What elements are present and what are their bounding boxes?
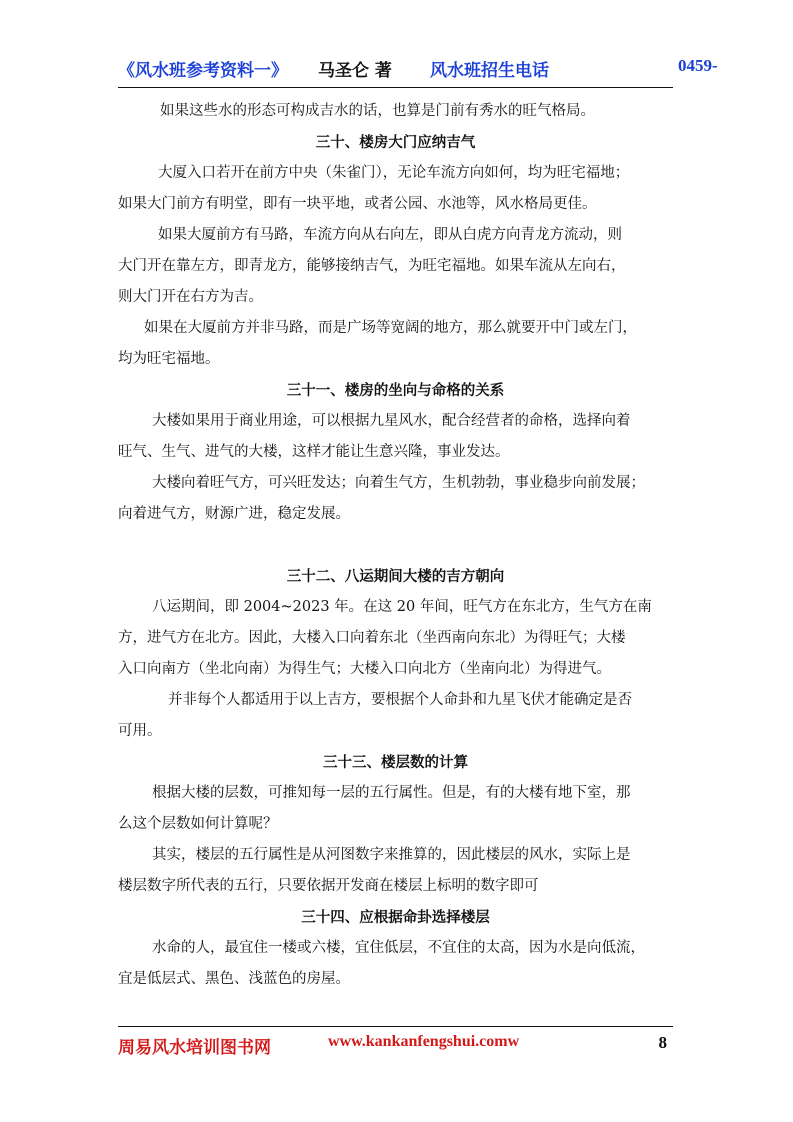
header-divider (118, 87, 673, 88)
paragraph-line: 如果大门前方有明堂，即有一块平地，或者公园、水池等，风水格局更佳。 (118, 196, 597, 212)
page-footer (118, 1033, 673, 1059)
footer-divider (118, 1026, 673, 1027)
footer-site-name: 周易风水培训图书网 (118, 1038, 271, 1058)
header-book-title: 《风水班参考资料一》 (118, 61, 288, 81)
paragraph-line: 入口向南方（坐北向南）为得生气；大楼入口向北方（坐南向北）为得进气。 (118, 661, 611, 677)
paragraph-line: 可用。 (118, 723, 162, 739)
header-author: 马圣仑 著 (318, 61, 392, 81)
footer-url-link[interactable]: www.kankanfengshui.comw (328, 1033, 520, 1050)
header-phone-number: 0459- (678, 56, 718, 75)
paragraph-line: 均为旺宅福地。 (118, 351, 220, 367)
paragraph-line: 并非每个人都适用于以上吉方，要根据个人命卦和九星飞伏才能确定是否 (168, 692, 632, 708)
paragraph-line: 根据大楼的层数，可推知每一层的五行属性。但是，有的大楼有地下室，那 (152, 785, 631, 801)
section-heading: 三十、楼房大门应纳吉气 (315, 134, 476, 151)
paragraph-line: 如果这些水的形态可构成吉水的话，也算是门前有秀水的旺气格局。 (160, 103, 595, 119)
header-phone-label: 风水班招生电话 (430, 61, 549, 81)
paragraph-line: 八运期间，即 2004~2023 年。在这 20 年间，旺气方在东北方，生气方在南 (152, 599, 652, 615)
paragraph-line: 则大门开在右方为吉。 (118, 289, 263, 305)
paragraph-line: 大楼如果用于商业用途，可以根据九星风水，配合经营者的命格，选择向着 (152, 413, 631, 429)
paragraph-line: 方，进气方在北方。因此，大楼入口向着东北（坐西南向东北）为得旺气；大楼 (118, 630, 626, 646)
paragraph-line: 水命的人，最宜住一楼或六楼，宜住低层，不宜住的太高，因为水是向低流， (152, 940, 645, 956)
section-heading: 三十一、楼房的坐向与命格的关系 (286, 382, 505, 399)
paragraph-line: 宜是低层式、黑色、浅蓝色的房屋。 (118, 971, 350, 987)
paragraph-line: 楼层数字所代表的五行，只要依据开发商在楼层上标明的数字即可 (118, 878, 539, 894)
paragraph-line: 么这个层数如何计算呢？ (118, 816, 278, 832)
page-header (118, 56, 723, 86)
section-heading: 三十四、应根据命卦选择楼层 (301, 909, 490, 926)
section-heading: 三十三、楼层数的计算 (323, 754, 468, 771)
paragraph-line: 其实，楼层的五行属性是从河图数字来推算的，因此楼层的风水，实际上是 (152, 847, 631, 863)
paragraph-line: 大门开在靠左方，即青龙方，能够接纳吉气，为旺宅福地。如果车流从左向右， (118, 258, 626, 274)
paragraph-line: 大厦入口若开在前方中央（朱雀门），无论车流方向如何，均为旺宅福地； (158, 165, 630, 181)
page-number: 8 (658, 1033, 667, 1052)
document-body (118, 96, 673, 995)
paragraph-line: 大楼向着旺气方，可兴旺发达；向着生气方，生机勃勃，事业稳步向前发展； (152, 475, 645, 491)
paragraph-line: 旺气、生气、进气的大楼，这样才能让生意兴隆，事业发达。 (118, 444, 510, 460)
paragraph-line: 向着进气方，财源广进，稳定发展。 (118, 506, 350, 522)
section-heading: 三十二、八运期间大楼的吉方朝向 (286, 568, 505, 585)
paragraph-line: 如果在大厦前方并非马路，而是广场等宽阔的地方，那么就要开中门或左门， (144, 320, 637, 336)
paragraph-line: 如果大厦前方有马路，车流方向从右向左，即从白虎方向青龙方流动，则 (158, 227, 622, 243)
blank-line (118, 530, 673, 561)
